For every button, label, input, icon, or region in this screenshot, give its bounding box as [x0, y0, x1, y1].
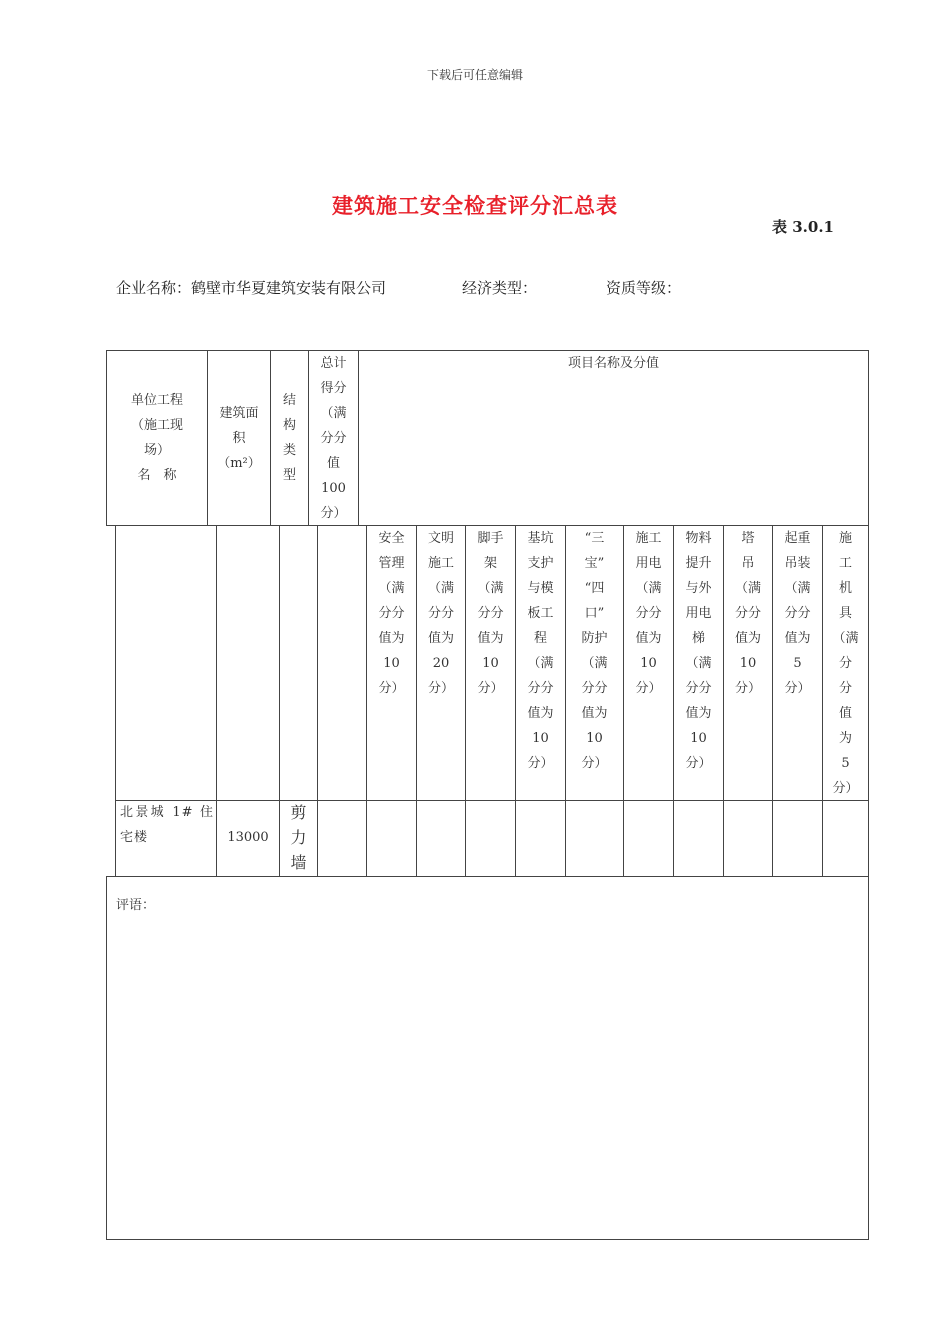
table-number: 表 3.0.1 [772, 218, 834, 236]
company-label: 企业名称： [116, 279, 192, 297]
row-area: 13000 [227, 830, 269, 845]
area-header: 建筑面 积 （m²） [217, 406, 261, 471]
item-material-hoist: 物料 提升 与外 用电 梯 （满 分分 值为 10 分） [685, 531, 712, 771]
page-title: 建筑施工安全检查评分汇总表 [332, 193, 618, 218]
unit-name-header: 单位工程 （施工现 场） 名 称 [130, 393, 183, 483]
company-name: 鹤壁市华夏建筑安装有限公司 [191, 279, 387, 297]
qualification-label: 资质等级： [606, 279, 682, 297]
economy-type-label: 经济类型： [462, 279, 538, 297]
item-tower-crane: 塔 吊 （满 分分 值为 10 分） [734, 531, 761, 696]
total-score-header: 总计 得分 （满 分分 值 100 分） [320, 356, 347, 521]
item-lifting-hoisting: 起重 吊装 （满 分分 值为 5 分） [784, 531, 811, 696]
item-construction-electricity: 施工 用电 （满 分分 值为 10 分） [635, 531, 662, 696]
row-unit-name: 北景城 1# 住宅楼 [120, 805, 214, 845]
item-scaffolding: 脚手 架 （满 分分 值为 10 分） [477, 531, 504, 696]
row-structure: 剪 力 墙 [290, 803, 307, 872]
comment-label: 评语： [116, 898, 156, 913]
item-foundation-pit: 基坑 支护 与模 板工 程 （满 分分 值为 10 分） [527, 531, 554, 771]
header-note: 下载后可任意编辑 [426, 68, 523, 82]
item-three-treasures-four-openings: “三 宝” “四 口” 防护 （满 分分 值为 10 分） [581, 531, 608, 771]
company-field [116, 277, 386, 298]
structure-header: 结 构 类 型 [282, 393, 296, 483]
item-safety-management: 安全 管理 （满 分分 值为 10 分） [378, 531, 405, 696]
item-civilized-construction: 文明 施工 （满 分分 值为 20 分） [427, 531, 454, 696]
item-construction-machinery: 施 工 机 具 （满 分 分 值 为 5 分） [832, 531, 859, 796]
comment-box [106, 876, 869, 1240]
project-header: 项目名称及分值 [567, 356, 659, 371]
